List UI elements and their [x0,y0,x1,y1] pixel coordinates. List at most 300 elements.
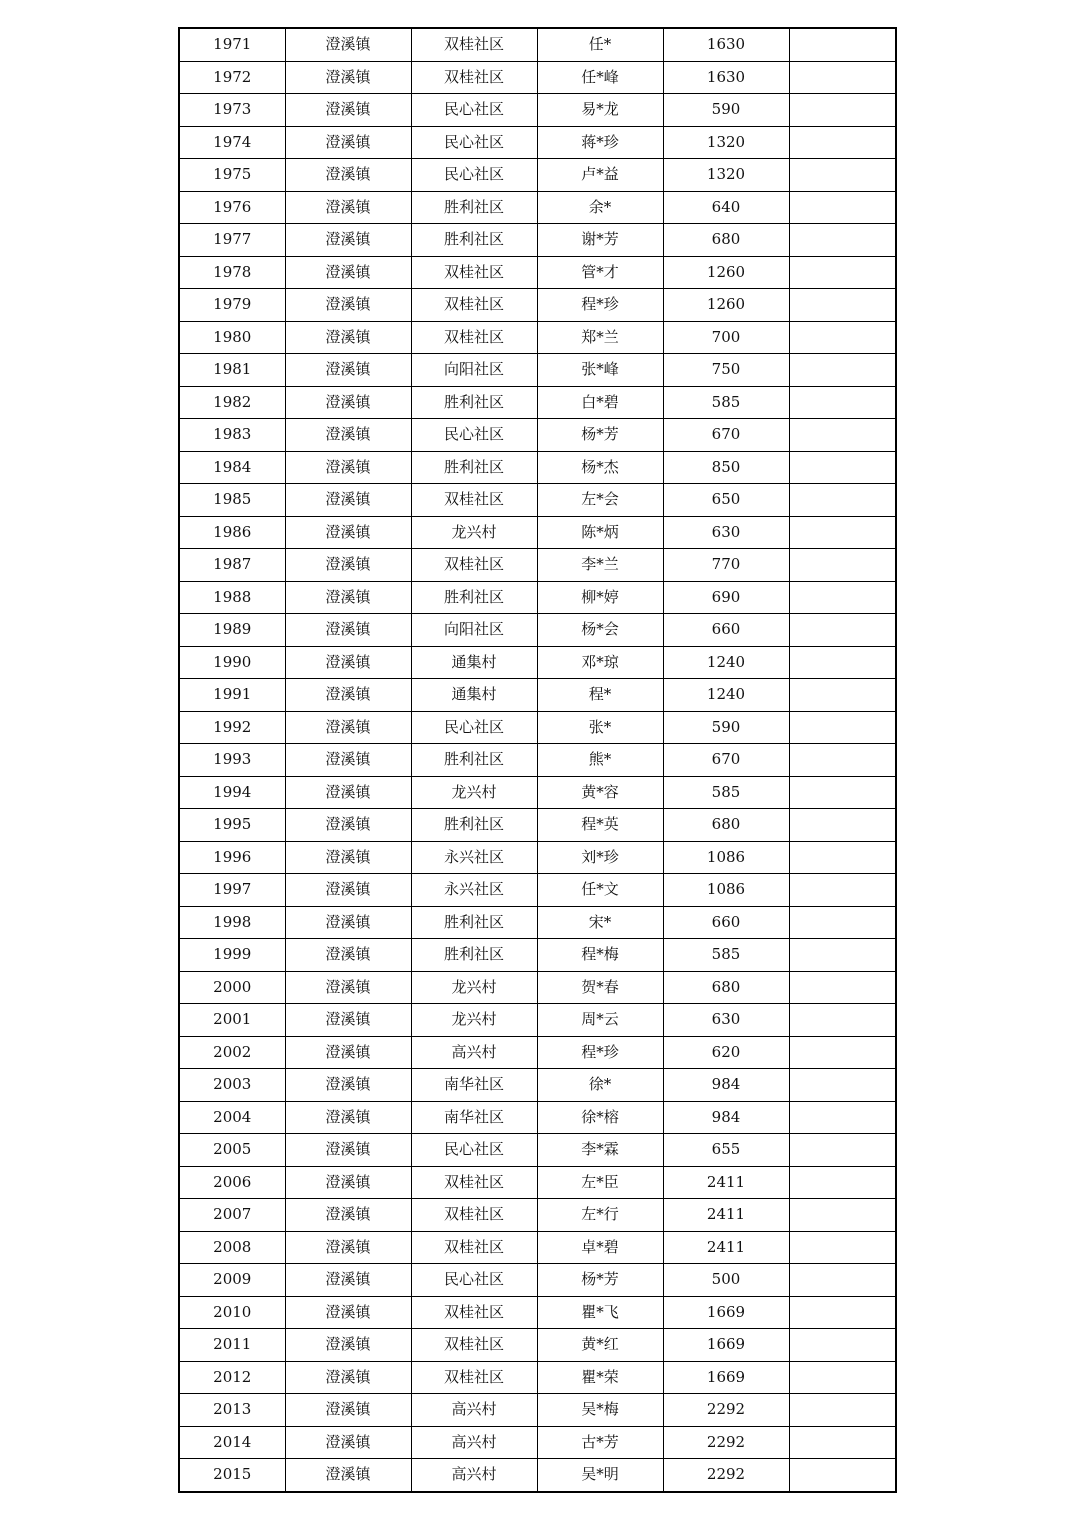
name-cell: 杨*芳 [537,1264,663,1297]
amount-cell: 585 [663,939,789,972]
serial-number-cell: 1996 [179,841,285,874]
serial-number-cell: 1982 [179,386,285,419]
table-row [179,841,896,874]
town-cell: 澄溪镇 [285,419,411,452]
name-cell: 任* [537,28,663,61]
town-cell: 澄溪镇 [285,841,411,874]
table-row [179,1296,896,1329]
name-cell: 李*霖 [537,1134,663,1167]
community-cell: 胜利社区 [411,451,537,484]
remark-cell [789,256,896,289]
remark-cell [789,126,896,159]
community-cell: 高兴村 [411,1426,537,1459]
serial-number-cell: 1975 [179,159,285,192]
serial-number-cell: 1983 [179,419,285,452]
remark-cell [789,289,896,322]
remark-cell [789,711,896,744]
serial-number-cell: 1974 [179,126,285,159]
town-cell: 澄溪镇 [285,1264,411,1297]
name-cell: 邓*琼 [537,646,663,679]
remark-cell [789,744,896,777]
name-cell: 蒋*珍 [537,126,663,159]
remark-cell [789,516,896,549]
amount-cell: 1320 [663,159,789,192]
amount-cell: 2292 [663,1459,789,1492]
town-cell: 澄溪镇 [285,549,411,582]
name-cell: 程*珍 [537,1036,663,1069]
table-row [179,581,896,614]
community-cell: 高兴村 [411,1036,537,1069]
town-cell: 澄溪镇 [285,289,411,322]
remark-cell [789,1004,896,1037]
remark-cell [789,1296,896,1329]
roster-table [178,27,897,1493]
remark-cell [789,159,896,192]
community-cell: 龙兴村 [411,1004,537,1037]
serial-number-cell: 2014 [179,1426,285,1459]
community-cell: 高兴村 [411,1459,537,1492]
town-cell: 澄溪镇 [285,126,411,159]
town-cell: 澄溪镇 [285,874,411,907]
serial-number-cell: 1994 [179,776,285,809]
amount-cell: 1669 [663,1329,789,1362]
name-cell: 任*文 [537,874,663,907]
table-row [179,1426,896,1459]
table-row [179,614,896,647]
serial-number-cell: 1989 [179,614,285,647]
table-row [179,1101,896,1134]
community-cell: 胜利社区 [411,191,537,224]
amount-cell: 1260 [663,289,789,322]
remark-cell [789,971,896,1004]
amount-cell: 650 [663,484,789,517]
remark-cell [789,386,896,419]
table-row [179,1264,896,1297]
name-cell: 谢*芳 [537,224,663,257]
name-cell: 瞿*荣 [537,1361,663,1394]
community-cell: 永兴社区 [411,841,537,874]
table-row [179,1361,896,1394]
town-cell: 澄溪镇 [285,906,411,939]
table-row [179,224,896,257]
table-row [179,711,896,744]
community-cell: 向阳社区 [411,354,537,387]
town-cell: 澄溪镇 [285,744,411,777]
amount-cell: 1086 [663,841,789,874]
name-cell: 吴*梅 [537,1394,663,1427]
remark-cell [789,874,896,907]
amount-cell: 655 [663,1134,789,1167]
community-cell: 南华社区 [411,1069,537,1102]
name-cell: 宋* [537,906,663,939]
amount-cell: 500 [663,1264,789,1297]
name-cell: 张* [537,711,663,744]
table-row [179,159,896,192]
serial-number-cell: 1981 [179,354,285,387]
serial-number-cell: 1973 [179,94,285,127]
amount-cell: 630 [663,516,789,549]
serial-number-cell: 2005 [179,1134,285,1167]
serial-number-cell: 1997 [179,874,285,907]
name-cell: 白*碧 [537,386,663,419]
serial-number-cell: 1993 [179,744,285,777]
community-cell: 胜利社区 [411,939,537,972]
serial-number-cell: 2002 [179,1036,285,1069]
amount-cell: 2411 [663,1166,789,1199]
community-cell: 通集村 [411,646,537,679]
table-row [179,354,896,387]
table-row [179,1459,896,1492]
name-cell: 易*龙 [537,94,663,127]
serial-number-cell: 1992 [179,711,285,744]
town-cell: 澄溪镇 [285,614,411,647]
remark-cell [789,549,896,582]
serial-number-cell: 1978 [179,256,285,289]
community-cell: 龙兴村 [411,776,537,809]
remark-cell [789,1069,896,1102]
serial-number-cell: 1985 [179,484,285,517]
amount-cell: 1320 [663,126,789,159]
table-row [179,971,896,1004]
name-cell: 徐*榕 [537,1101,663,1134]
community-cell: 民心社区 [411,711,537,744]
town-cell: 澄溪镇 [285,581,411,614]
name-cell: 黄*容 [537,776,663,809]
amount-cell: 984 [663,1069,789,1102]
town-cell: 澄溪镇 [285,256,411,289]
community-cell: 通集村 [411,679,537,712]
serial-number-cell: 1995 [179,809,285,842]
serial-number-cell: 2015 [179,1459,285,1492]
table-row [179,1329,896,1362]
amount-cell: 590 [663,711,789,744]
town-cell: 澄溪镇 [285,809,411,842]
remark-cell [789,1166,896,1199]
community-cell: 民心社区 [411,1264,537,1297]
amount-cell: 1669 [663,1361,789,1394]
table-row [179,386,896,419]
table-row [179,1004,896,1037]
serial-number-cell: 1979 [179,289,285,322]
table-row [179,646,896,679]
amount-cell: 670 [663,744,789,777]
name-cell: 左*行 [537,1199,663,1232]
remark-cell [789,191,896,224]
amount-cell: 690 [663,581,789,614]
name-cell: 吴*明 [537,1459,663,1492]
table-row [179,776,896,809]
community-cell: 双桂社区 [411,321,537,354]
name-cell: 杨*杰 [537,451,663,484]
amount-cell: 750 [663,354,789,387]
amount-cell: 630 [663,1004,789,1037]
town-cell: 澄溪镇 [285,1231,411,1264]
remark-cell [789,614,896,647]
amount-cell: 1630 [663,61,789,94]
serial-number-cell: 1984 [179,451,285,484]
remark-cell [789,94,896,127]
table-row [179,1394,896,1427]
table-row [179,1166,896,1199]
remark-cell [789,451,896,484]
town-cell: 澄溪镇 [285,28,411,61]
serial-number-cell: 1977 [179,224,285,257]
community-cell: 民心社区 [411,159,537,192]
serial-number-cell: 1988 [179,581,285,614]
amount-cell: 585 [663,386,789,419]
amount-cell: 2411 [663,1231,789,1264]
remark-cell [789,776,896,809]
community-cell: 高兴村 [411,1394,537,1427]
remark-cell [789,28,896,61]
town-cell: 澄溪镇 [285,939,411,972]
name-cell: 任*峰 [537,61,663,94]
amount-cell: 700 [663,321,789,354]
amount-cell: 1669 [663,1296,789,1329]
name-cell: 周*云 [537,1004,663,1037]
name-cell: 杨*芳 [537,419,663,452]
community-cell: 双桂社区 [411,256,537,289]
serial-number-cell: 1986 [179,516,285,549]
town-cell: 澄溪镇 [285,451,411,484]
community-cell: 双桂社区 [411,1329,537,1362]
name-cell: 卢*益 [537,159,663,192]
remark-cell [789,1394,896,1427]
name-cell: 徐* [537,1069,663,1102]
roster-table-body [179,28,896,1492]
table-row [179,939,896,972]
table-row [179,744,896,777]
table-row [179,549,896,582]
table-row [179,809,896,842]
table-row [179,451,896,484]
town-cell: 澄溪镇 [285,776,411,809]
name-cell: 程*珍 [537,289,663,322]
remark-cell [789,1361,896,1394]
serial-number-cell: 2003 [179,1069,285,1102]
table-row [179,321,896,354]
name-cell: 左*臣 [537,1166,663,1199]
community-cell: 双桂社区 [411,1296,537,1329]
remark-cell [789,679,896,712]
name-cell: 贺*春 [537,971,663,1004]
name-cell: 陈*炳 [537,516,663,549]
town-cell: 澄溪镇 [285,1329,411,1362]
community-cell: 双桂社区 [411,28,537,61]
town-cell: 澄溪镇 [285,484,411,517]
community-cell: 民心社区 [411,419,537,452]
remark-cell [789,484,896,517]
town-cell: 澄溪镇 [285,1394,411,1427]
name-cell: 程*英 [537,809,663,842]
remark-cell [789,1264,896,1297]
serial-number-cell: 1998 [179,906,285,939]
table-row [179,1069,896,1102]
name-cell: 熊* [537,744,663,777]
remark-cell [789,419,896,452]
serial-number-cell: 1971 [179,28,285,61]
name-cell: 黄*红 [537,1329,663,1362]
town-cell: 澄溪镇 [285,1459,411,1492]
table-row [179,191,896,224]
table-row [179,289,896,322]
remark-cell [789,1134,896,1167]
table-row [179,94,896,127]
serial-number-cell: 1972 [179,61,285,94]
name-cell: 管*才 [537,256,663,289]
name-cell: 杨*会 [537,614,663,647]
community-cell: 双桂社区 [411,61,537,94]
serial-number-cell: 2000 [179,971,285,1004]
town-cell: 澄溪镇 [285,1166,411,1199]
town-cell: 澄溪镇 [285,224,411,257]
community-cell: 胜利社区 [411,744,537,777]
serial-number-cell: 1999 [179,939,285,972]
amount-cell: 680 [663,809,789,842]
town-cell: 澄溪镇 [285,516,411,549]
serial-number-cell: 1991 [179,679,285,712]
town-cell: 澄溪镇 [285,321,411,354]
town-cell: 澄溪镇 [285,1361,411,1394]
amount-cell: 640 [663,191,789,224]
community-cell: 民心社区 [411,126,537,159]
remark-cell [789,1101,896,1134]
amount-cell: 590 [663,94,789,127]
amount-cell: 670 [663,419,789,452]
amount-cell: 770 [663,549,789,582]
amount-cell: 660 [663,906,789,939]
town-cell: 澄溪镇 [285,646,411,679]
amount-cell: 1260 [663,256,789,289]
community-cell: 永兴社区 [411,874,537,907]
town-cell: 澄溪镇 [285,1069,411,1102]
remark-cell [789,224,896,257]
community-cell: 双桂社区 [411,1231,537,1264]
serial-number-cell: 2001 [179,1004,285,1037]
community-cell: 双桂社区 [411,289,537,322]
serial-number-cell: 2010 [179,1296,285,1329]
amount-cell: 1630 [663,28,789,61]
community-cell: 胜利社区 [411,809,537,842]
serial-number-cell: 1980 [179,321,285,354]
town-cell: 澄溪镇 [285,1134,411,1167]
remark-cell [789,1199,896,1232]
remark-cell [789,646,896,679]
table-row [179,1134,896,1167]
serial-number-cell: 2013 [179,1394,285,1427]
remark-cell [789,354,896,387]
table-row [179,516,896,549]
name-cell: 左*会 [537,484,663,517]
name-cell: 程* [537,679,663,712]
serial-number-cell: 1976 [179,191,285,224]
name-cell: 古*芳 [537,1426,663,1459]
table-row [179,484,896,517]
table-row [179,61,896,94]
name-cell: 郑*兰 [537,321,663,354]
amount-cell: 660 [663,614,789,647]
town-cell: 澄溪镇 [285,1296,411,1329]
community-cell: 胜利社区 [411,224,537,257]
name-cell: 柳*婷 [537,581,663,614]
town-cell: 澄溪镇 [285,1036,411,1069]
serial-number-cell: 2011 [179,1329,285,1362]
town-cell: 澄溪镇 [285,354,411,387]
town-cell: 澄溪镇 [285,1426,411,1459]
amount-cell: 2292 [663,1394,789,1427]
community-cell: 胜利社区 [411,906,537,939]
table-row [179,679,896,712]
town-cell: 澄溪镇 [285,386,411,419]
name-cell: 李*兰 [537,549,663,582]
community-cell: 双桂社区 [411,484,537,517]
remark-cell [789,1036,896,1069]
name-cell: 余* [537,191,663,224]
remark-cell [789,809,896,842]
community-cell: 民心社区 [411,1134,537,1167]
community-cell: 龙兴村 [411,516,537,549]
amount-cell: 680 [663,224,789,257]
remark-cell [789,1459,896,1492]
amount-cell: 585 [663,776,789,809]
community-cell: 龙兴村 [411,971,537,1004]
community-cell: 民心社区 [411,94,537,127]
remark-cell [789,321,896,354]
town-cell: 澄溪镇 [285,971,411,1004]
community-cell: 南华社区 [411,1101,537,1134]
table-row [179,126,896,159]
table-row [179,874,896,907]
amount-cell: 2292 [663,1426,789,1459]
remark-cell [789,939,896,972]
town-cell: 澄溪镇 [285,1101,411,1134]
amount-cell: 2411 [663,1199,789,1232]
serial-number-cell: 2004 [179,1101,285,1134]
town-cell: 澄溪镇 [285,1199,411,1232]
serial-number-cell: 1990 [179,646,285,679]
town-cell: 澄溪镇 [285,61,411,94]
remark-cell [789,61,896,94]
amount-cell: 850 [663,451,789,484]
town-cell: 澄溪镇 [285,94,411,127]
remark-cell [789,1329,896,1362]
table-row [179,28,896,61]
community-cell: 双桂社区 [411,1361,537,1394]
community-cell: 胜利社区 [411,581,537,614]
serial-number-cell: 2009 [179,1264,285,1297]
amount-cell: 1240 [663,679,789,712]
amount-cell: 680 [663,971,789,1004]
serial-number-cell: 2008 [179,1231,285,1264]
town-cell: 澄溪镇 [285,191,411,224]
serial-number-cell: 2006 [179,1166,285,1199]
remark-cell [789,581,896,614]
table-row [179,419,896,452]
amount-cell: 984 [663,1101,789,1134]
name-cell: 刘*珍 [537,841,663,874]
table-row [179,256,896,289]
community-cell: 双桂社区 [411,1166,537,1199]
name-cell: 卓*碧 [537,1231,663,1264]
remark-cell [789,1426,896,1459]
remark-cell [789,906,896,939]
town-cell: 澄溪镇 [285,679,411,712]
table-row [179,906,896,939]
serial-number-cell: 1987 [179,549,285,582]
serial-number-cell: 2012 [179,1361,285,1394]
name-cell: 瞿*飞 [537,1296,663,1329]
amount-cell: 1086 [663,874,789,907]
